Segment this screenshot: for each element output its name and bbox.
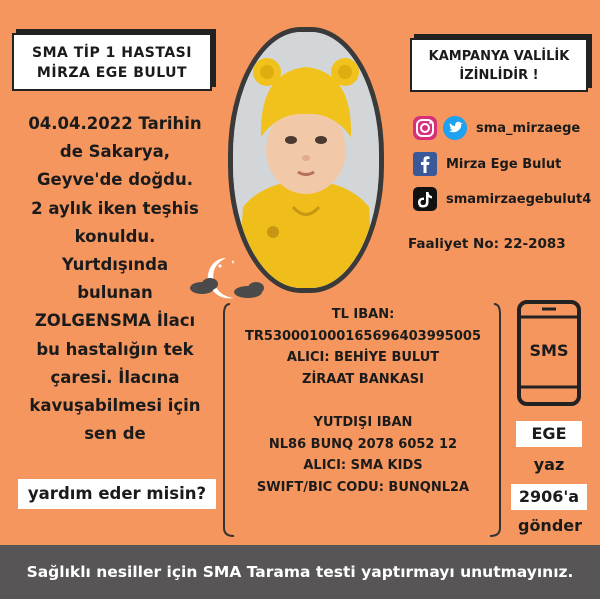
- tl-bank-name: ZİRAAT BANKASI: [302, 371, 424, 387]
- story-line: konuldu.: [74, 226, 156, 246]
- story-line: Geyve'de doğdu.: [36, 170, 194, 190]
- story-line: 04.04.2022 Tarihin: [28, 114, 202, 133]
- tiktok-handle: smamirzaegebulut4: [446, 191, 592, 207]
- patient-name: MİRZA EGE BULUT: [36, 65, 188, 81]
- instagram-icon: [412, 115, 438, 141]
- patient-name-box: [12, 33, 212, 91]
- story-line: ZOLGENSMA İlacı: [34, 311, 196, 331]
- story-line: 2 aylık iken teşhis: [31, 198, 199, 218]
- tl-iban-number[interactable]: TR530001000165696403995005: [245, 328, 481, 344]
- story-line: çaresi. İlacına: [50, 367, 180, 387]
- instagram-handle: sma_mirzaege: [476, 120, 581, 136]
- foreign-iban-number[interactable]: NL86 BUNQ 2078 6052 12: [268, 436, 458, 452]
- activity-number: Faaliyet No: 22-2083: [408, 236, 566, 252]
- sms-keyword: EGE: [516, 421, 582, 447]
- foreign-receiver: ALICI: SMA KIDS: [303, 458, 423, 473]
- permit-line-1: KAMPANYA VALİLİK: [428, 49, 570, 64]
- swift-code[interactable]: SWIFT/BIC CODU: BUNQNL2A: [256, 479, 470, 495]
- story-line: bulunan: [77, 283, 153, 303]
- story-line: sen de: [84, 424, 146, 444]
- story-line: kavuşabilmesi için: [29, 396, 201, 416]
- sms-verb: yaz: [533, 455, 565, 474]
- bank-info: [232, 304, 494, 498]
- tiktok-row[interactable]: [412, 185, 591, 213]
- facebook-icon: [412, 151, 438, 177]
- story-line: bu hastalığın tek: [36, 339, 194, 359]
- story-line: Yurtdışında: [61, 255, 169, 275]
- tl-receiver: ALICI: BEHİYE BULUT: [286, 350, 440, 365]
- patient-diagnosis: SMA TİP 1 HASTASI: [32, 45, 192, 61]
- instagram-row[interactable]: [412, 114, 580, 142]
- facebook-row[interactable]: [412, 150, 561, 178]
- sms-label: SMS: [529, 341, 569, 360]
- campaign-permit-box: [410, 38, 588, 92]
- permit-line-2: İZİNLİDİR !: [459, 68, 539, 83]
- foreign-iban-label: YUTDIŞI IBAN: [313, 415, 413, 430]
- footer-text: Sağlıklı nesiller için SMA Tarama testi yaptırmayı unutmayınız.: [26, 563, 574, 581]
- footer-banner: [0, 545, 600, 599]
- tiktok-icon: [412, 186, 438, 212]
- baby-illustration: [233, 32, 379, 288]
- sms-number[interactable]: 2906'a: [511, 484, 587, 510]
- story-question: yardım eder misin?: [18, 479, 216, 509]
- tl-iban-label: TL IBAN:: [331, 307, 395, 322]
- sms-action: gönder: [517, 516, 583, 535]
- twitter-icon: [442, 115, 468, 141]
- story-line: de Sakarya,: [59, 142, 171, 162]
- facebook-name: Mirza Ege Bulut: [446, 156, 562, 172]
